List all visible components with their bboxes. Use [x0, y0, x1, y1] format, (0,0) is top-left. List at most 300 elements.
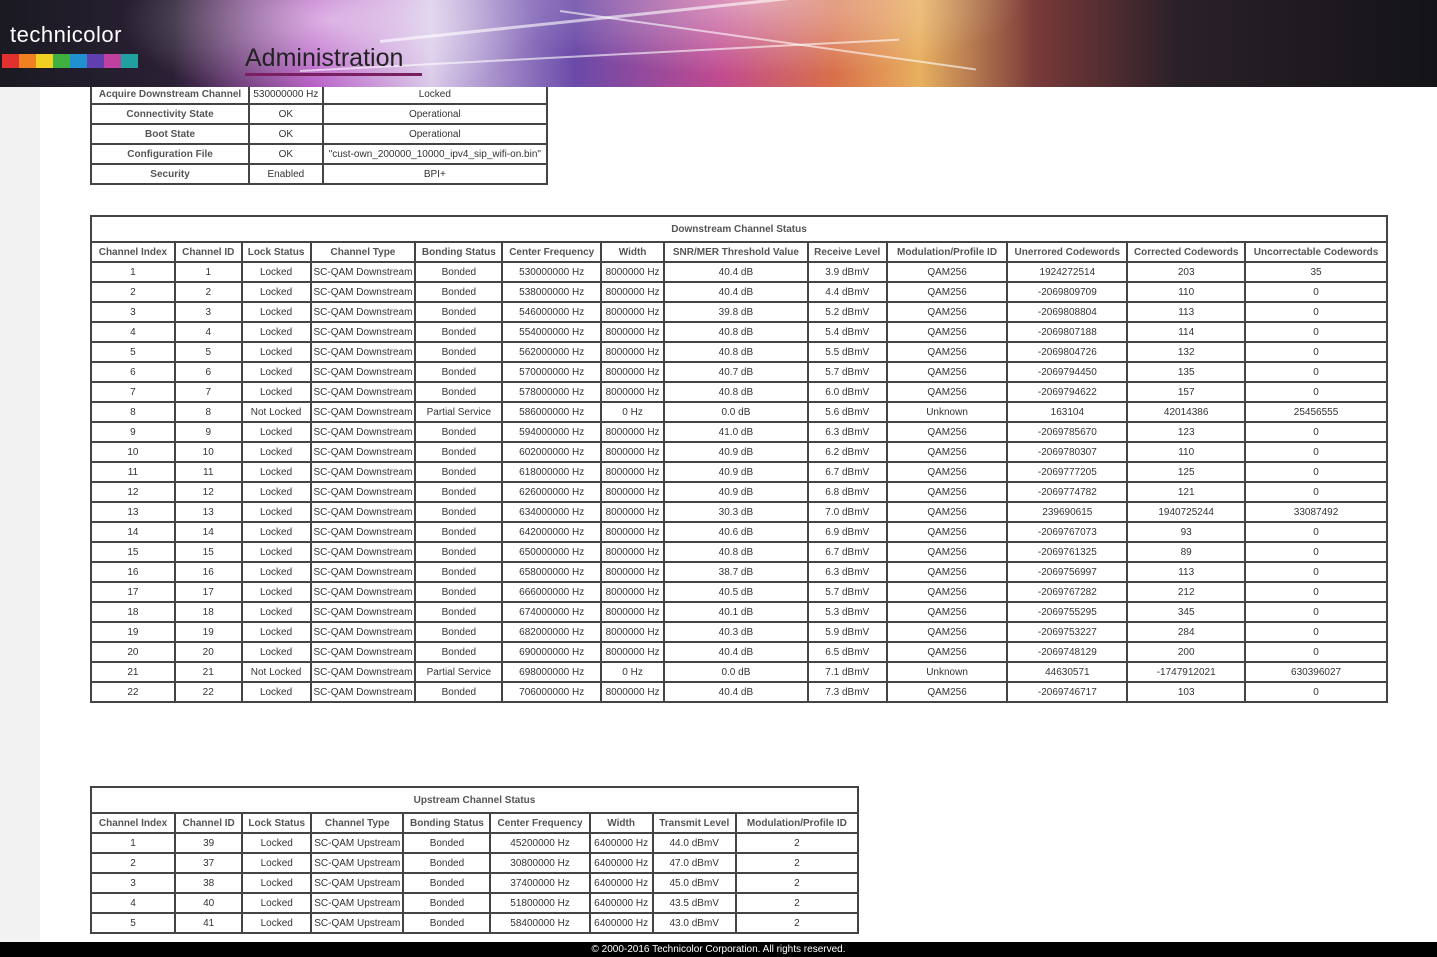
table-cell: Locked — [242, 522, 311, 542]
table-cell: 0.0 dB — [664, 402, 808, 422]
table-cell: 157 — [1127, 382, 1245, 402]
table-cell: 546000000 Hz — [502, 302, 601, 322]
table-cell: 2 — [736, 833, 858, 853]
table-cell: SC-QAM Downstream — [311, 382, 416, 402]
status-label: Acquire Downstream Channel — [91, 84, 249, 104]
table-cell: 2 — [736, 873, 858, 893]
table-row — [91, 282, 1387, 302]
table-cell: 12 — [91, 482, 175, 502]
table-cell: 40.8 dB — [664, 342, 808, 362]
table-cell: -2069746717 — [1007, 682, 1127, 702]
table-cell: SC-QAM Upstream — [311, 913, 403, 933]
table-cell: SC-QAM Downstream — [311, 342, 416, 362]
table-cell: 1940725244 — [1127, 502, 1245, 522]
table-cell: 19 — [91, 622, 175, 642]
table-cell: 43.0 dBmV — [653, 913, 736, 933]
table-cell: 123 — [1127, 422, 1245, 442]
table-cell: SC-QAM Upstream — [311, 893, 403, 913]
table-cell: 1 — [91, 833, 175, 853]
table-cell: Bonded — [403, 873, 490, 893]
table-cell: 8 — [91, 402, 175, 422]
column-header: Channel Type — [311, 813, 403, 833]
table-cell: 554000000 Hz — [502, 322, 601, 342]
table-cell: 0 — [1245, 462, 1387, 482]
column-header: SNR/MER Threshold Value — [664, 242, 808, 262]
table-cell: SC-QAM Downstream — [311, 482, 416, 502]
logo-color-segment — [104, 54, 121, 68]
table-cell: 3 — [91, 873, 175, 893]
table-cell: 30800000 Hz — [490, 853, 589, 873]
table-row — [91, 342, 1387, 362]
technicolor-logo: technicolor — [10, 22, 122, 47]
table-cell: 40.8 dB — [664, 382, 808, 402]
table-cell: 45200000 Hz — [490, 833, 589, 853]
table-cell: 5 — [91, 342, 175, 362]
table-row — [91, 542, 1387, 562]
table-cell: 8000000 Hz — [601, 282, 664, 302]
table-cell: 17 — [91, 582, 175, 602]
table-cell: 6.7 dBmV — [808, 542, 887, 562]
table-cell: 3.9 dBmV — [808, 262, 887, 282]
table-cell: 8000000 Hz — [601, 582, 664, 602]
table-row — [91, 522, 1387, 542]
table-cell: 20 — [91, 642, 175, 662]
table-cell: 6400000 Hz — [590, 873, 653, 893]
status-value: Enabled — [249, 164, 323, 184]
table-cell: 0 Hz — [601, 662, 664, 682]
logo-color-segment — [70, 54, 87, 68]
table-cell: 674000000 Hz — [502, 602, 601, 622]
table-cell: QAM256 — [887, 682, 1008, 702]
table-cell: 345 — [1127, 602, 1245, 622]
table-cell: Not Locked — [242, 662, 311, 682]
table-cell: SC-QAM Downstream — [311, 602, 416, 622]
table-cell: 618000000 Hz — [502, 462, 601, 482]
table-cell: 0 — [1245, 342, 1387, 362]
table-row — [91, 893, 858, 913]
table-cell: 0 — [1245, 482, 1387, 502]
table-cell: 25456555 — [1245, 402, 1387, 422]
table-cell: 13 — [91, 502, 175, 522]
table-cell: Bonded — [415, 382, 502, 402]
table-cell: 6.9 dBmV — [808, 522, 887, 542]
table-cell: 40.3 dB — [664, 622, 808, 642]
table-cell: 6.3 dBmV — [808, 562, 887, 582]
table-cell: 8000000 Hz — [601, 342, 664, 362]
table-row — [91, 462, 1387, 482]
status-comment: Locked — [323, 84, 547, 104]
table-cell: 682000000 Hz — [502, 622, 601, 642]
table-cell: 113 — [1127, 302, 1245, 322]
table-cell: 7.3 dBmV — [808, 682, 887, 702]
table-cell: 10 — [175, 442, 242, 462]
table-cell: SC-QAM Upstream — [311, 873, 403, 893]
table-cell: 3 — [175, 302, 242, 322]
table-row — [91, 322, 1387, 342]
table-cell: QAM256 — [887, 562, 1008, 582]
table-cell: 40.5 dB — [664, 582, 808, 602]
table-cell: 37400000 Hz — [490, 873, 589, 893]
status-comment: "cust-own_200000_10000_ipv4_sip_wifi-on.bin" — [323, 144, 547, 164]
table-cell: Locked — [242, 542, 311, 562]
table-cell: QAM256 — [887, 602, 1008, 622]
column-header: Transmit Level — [653, 813, 736, 833]
table-cell: 0 — [1245, 422, 1387, 442]
table-cell: 12 — [175, 482, 242, 502]
table-cell: -2069807188 — [1007, 322, 1127, 342]
table-cell: -1747912021 — [1127, 662, 1245, 682]
status-row — [91, 164, 547, 184]
table-row — [91, 442, 1387, 462]
logo-color-segment — [87, 54, 104, 68]
table-cell: 39 — [175, 833, 242, 853]
logo-color-segment — [121, 54, 138, 68]
table-cell: 38.7 dB — [664, 562, 808, 582]
downstream-title: Downstream Channel Status — [91, 216, 1387, 242]
table-cell: 114 — [1127, 322, 1245, 342]
table-cell: Locked — [242, 422, 311, 442]
column-header: Modulation/Profile ID — [736, 813, 858, 833]
table-cell: 0 — [1245, 562, 1387, 582]
table-cell: QAM256 — [887, 462, 1008, 482]
table-cell: 5.9 dBmV — [808, 622, 887, 642]
table-cell: Locked — [242, 382, 311, 402]
title-underline — [245, 73, 422, 76]
table-cell: -2069767073 — [1007, 522, 1127, 542]
table-cell: 0.0 dB — [664, 662, 808, 682]
logo-color-segment — [2, 54, 19, 68]
table-cell: 40.6 dB — [664, 522, 808, 542]
table-cell: 33087492 — [1245, 502, 1387, 522]
table-cell: 5.7 dBmV — [808, 582, 887, 602]
table-cell: 0 — [1245, 302, 1387, 322]
status-comment: Operational — [323, 104, 547, 124]
table-cell: 2 — [736, 893, 858, 913]
table-row — [91, 362, 1387, 382]
table-cell: Locked — [242, 582, 311, 602]
table-cell: 0 — [1245, 322, 1387, 342]
table-cell: -2069809709 — [1007, 282, 1127, 302]
logo-color-bar — [2, 54, 138, 68]
table-cell: 8000000 Hz — [601, 602, 664, 622]
table-cell: 0 — [1245, 442, 1387, 462]
table-cell: 7 — [91, 382, 175, 402]
table-cell: SC-QAM Downstream — [311, 422, 416, 442]
table-cell: 7.1 dBmV — [808, 662, 887, 682]
table-cell: 22 — [91, 682, 175, 702]
table-cell: 634000000 Hz — [502, 502, 601, 522]
table-cell: QAM256 — [887, 282, 1008, 302]
table-cell: 5.2 dBmV — [808, 302, 887, 322]
table-cell: -2069808804 — [1007, 302, 1127, 322]
table-cell: QAM256 — [887, 442, 1008, 462]
table-cell: 5.6 dBmV — [808, 402, 887, 422]
table-cell: 40.8 dB — [664, 542, 808, 562]
table-cell: 8000000 Hz — [601, 362, 664, 382]
table-cell: 239690615 — [1007, 502, 1127, 522]
table-cell: QAM256 — [887, 542, 1008, 562]
status-comment: Operational — [323, 124, 547, 144]
table-cell: 8 — [175, 402, 242, 422]
table-cell: 0 — [1245, 602, 1387, 622]
table-cell: Locked — [242, 342, 311, 362]
table-cell: -2069780307 — [1007, 442, 1127, 462]
table-cell: 40.4 dB — [664, 282, 808, 302]
table-cell: SC-QAM Downstream — [311, 582, 416, 602]
table-cell: 22 — [175, 682, 242, 702]
table-cell: 47.0 dBmV — [653, 853, 736, 873]
table-cell: 9 — [91, 422, 175, 442]
table-cell: 2 — [91, 853, 175, 873]
column-header: Bonding Status — [415, 242, 502, 262]
table-cell: 8000000 Hz — [601, 642, 664, 662]
table-cell: 40.9 dB — [664, 482, 808, 502]
table-cell: 21 — [91, 662, 175, 682]
footer — [0, 942, 1437, 957]
table-cell: SC-QAM Downstream — [311, 682, 416, 702]
status-value: OK — [249, 104, 323, 124]
table-cell: 93 — [1127, 522, 1245, 542]
status-row — [91, 84, 547, 104]
table-cell: -2069804726 — [1007, 342, 1127, 362]
table-cell: Bonded — [415, 502, 502, 522]
table-cell: Locked — [242, 362, 311, 382]
table-cell: 0 — [1245, 582, 1387, 602]
table-row — [91, 682, 1387, 702]
table-cell: Bonded — [403, 913, 490, 933]
table-cell: 11 — [175, 462, 242, 482]
table-cell: 4.4 dBmV — [808, 282, 887, 302]
table-cell: 594000000 Hz — [502, 422, 601, 442]
table-cell: 570000000 Hz — [502, 362, 601, 382]
table-cell: Locked — [242, 622, 311, 642]
header-banner — [0, 0, 1437, 87]
table-cell: -2069753227 — [1007, 622, 1127, 642]
table-cell: 40.9 dB — [664, 462, 808, 482]
table-cell: 163104 — [1007, 402, 1127, 422]
table-cell: 4 — [91, 893, 175, 913]
table-cell: 578000000 Hz — [502, 382, 601, 402]
table-row — [91, 642, 1387, 662]
table-cell: Bonded — [415, 682, 502, 702]
table-cell: 121 — [1127, 482, 1245, 502]
column-header: Channel ID — [175, 242, 242, 262]
table-cell: QAM256 — [887, 302, 1008, 322]
table-cell: SC-QAM Downstream — [311, 362, 416, 382]
table-cell: 562000000 Hz — [502, 342, 601, 362]
table-cell: 18 — [175, 602, 242, 622]
table-cell: QAM256 — [887, 362, 1008, 382]
table-cell: 39.8 dB — [664, 302, 808, 322]
page-title: Administration — [245, 44, 404, 72]
table-cell: -2069794450 — [1007, 362, 1127, 382]
table-cell: QAM256 — [887, 522, 1008, 542]
logo-color-segment — [36, 54, 53, 68]
status-value: OK — [249, 144, 323, 164]
table-cell: 0 Hz — [601, 402, 664, 422]
table-row — [91, 562, 1387, 582]
table-cell: Bonded — [415, 542, 502, 562]
table-cell: 9 — [175, 422, 242, 442]
table-cell: Locked — [242, 502, 311, 522]
table-cell: 6.2 dBmV — [808, 442, 887, 462]
table-cell: Bonded — [415, 622, 502, 642]
table-cell: 0 — [1245, 542, 1387, 562]
table-cell: 284 — [1127, 622, 1245, 642]
table-cell: SC-QAM Downstream — [311, 302, 416, 322]
table-cell: 1924272514 — [1007, 262, 1127, 282]
table-cell: Bonded — [415, 482, 502, 502]
table-row — [91, 873, 858, 893]
table-cell: 8000000 Hz — [601, 482, 664, 502]
table-cell: Bonded — [415, 522, 502, 542]
table-cell: 8000000 Hz — [601, 462, 664, 482]
status-value: 530000000 Hz — [249, 84, 323, 104]
table-cell: Locked — [242, 302, 311, 322]
table-cell: SC-QAM Downstream — [311, 282, 416, 302]
table-row — [91, 602, 1387, 622]
table-cell: Bonded — [415, 442, 502, 462]
table-cell: 8000000 Hz — [601, 262, 664, 282]
status-label: Connectivity State — [91, 104, 249, 124]
table-cell: Locked — [242, 873, 311, 893]
table-cell: 586000000 Hz — [502, 402, 601, 422]
table-cell: 0 — [1245, 642, 1387, 662]
column-header: Corrected Codewords — [1127, 242, 1245, 262]
table-cell: Locked — [242, 562, 311, 582]
table-cell: Locked — [242, 913, 311, 933]
table-cell: 5.7 dBmV — [808, 362, 887, 382]
table-cell: 0 — [1245, 522, 1387, 542]
table-cell: Bonded — [415, 582, 502, 602]
status-row — [91, 124, 547, 144]
status-row — [91, 104, 547, 124]
status-comment: BPI+ — [323, 164, 547, 184]
table-cell: QAM256 — [887, 422, 1008, 442]
table-cell: 6.3 dBmV — [808, 422, 887, 442]
table-cell: 40 — [175, 893, 242, 913]
table-cell: SC-QAM Downstream — [311, 662, 416, 682]
table-cell: -2069755295 — [1007, 602, 1127, 622]
table-cell: 14 — [175, 522, 242, 542]
table-cell: 11 — [91, 462, 175, 482]
table-cell: Partial Service — [415, 662, 502, 682]
table-row — [91, 302, 1387, 322]
table-cell: -2069794622 — [1007, 382, 1127, 402]
table-cell: 666000000 Hz — [502, 582, 601, 602]
table-cell: 44630571 — [1007, 662, 1127, 682]
table-cell: 40.1 dB — [664, 602, 808, 622]
table-cell: 1 — [91, 262, 175, 282]
table-cell: 125 — [1127, 462, 1245, 482]
table-cell: 0 — [1245, 382, 1387, 402]
column-header: Channel Index — [91, 242, 175, 262]
table-cell: QAM256 — [887, 322, 1008, 342]
table-row — [91, 262, 1387, 282]
logo-color-segment — [53, 54, 70, 68]
table-cell: 14 — [91, 522, 175, 542]
table-cell: SC-QAM Downstream — [311, 462, 416, 482]
table-cell: 2 — [175, 282, 242, 302]
table-cell: 132 — [1127, 342, 1245, 362]
table-cell: QAM256 — [887, 502, 1008, 522]
table-cell: Bonded — [415, 342, 502, 362]
table-cell: 30.3 dB — [664, 502, 808, 522]
table-cell: Unknown — [887, 402, 1008, 422]
column-header: Width — [601, 242, 664, 262]
table-cell: 113 — [1127, 562, 1245, 582]
table-cell: Locked — [242, 282, 311, 302]
table-cell: Bonded — [415, 282, 502, 302]
table-cell: 650000000 Hz — [502, 542, 601, 562]
table-cell: 698000000 Hz — [502, 662, 601, 682]
table-cell: 44.0 dBmV — [653, 833, 736, 853]
table-cell: Bonded — [415, 422, 502, 442]
table-cell: 8000000 Hz — [601, 562, 664, 582]
table-cell: Bonded — [415, 462, 502, 482]
table-cell: 2 — [91, 282, 175, 302]
table-cell: 15 — [175, 542, 242, 562]
table-cell: Unknown — [887, 662, 1008, 682]
table-cell: 6.8 dBmV — [808, 482, 887, 502]
table-cell: 13 — [175, 502, 242, 522]
table-cell: SC-QAM Downstream — [311, 502, 416, 522]
table-cell: QAM256 — [887, 642, 1008, 662]
left-margin-strip — [0, 0, 40, 957]
table-cell: 8000000 Hz — [601, 502, 664, 522]
table-cell: 5 — [91, 913, 175, 933]
table-cell: QAM256 — [887, 382, 1008, 402]
column-header: Center Frequency — [490, 813, 589, 833]
column-header: Modulation/Profile ID — [887, 242, 1008, 262]
table-cell: QAM256 — [887, 262, 1008, 282]
table-cell: 602000000 Hz — [502, 442, 601, 462]
table-cell: 41 — [175, 913, 242, 933]
table-cell: QAM256 — [887, 342, 1008, 362]
table-cell: Locked — [242, 462, 311, 482]
column-header: Channel ID — [175, 813, 242, 833]
table-cell: 110 — [1127, 282, 1245, 302]
table-cell: -2069774782 — [1007, 482, 1127, 502]
table-cell: 0 — [1245, 622, 1387, 642]
startup-status-table — [90, 83, 548, 185]
table-cell: SC-QAM Downstream — [311, 622, 416, 642]
column-header: Bonding Status — [403, 813, 490, 833]
table-cell: 135 — [1127, 362, 1245, 382]
table-cell: Bonded — [415, 562, 502, 582]
table-cell: 51800000 Hz — [490, 893, 589, 913]
table-cell: 5.4 dBmV — [808, 322, 887, 342]
table-cell: 200 — [1127, 642, 1245, 662]
table-cell: Locked — [242, 262, 311, 282]
table-cell: 203 — [1127, 262, 1245, 282]
table-cell: Locked — [242, 853, 311, 873]
table-cell: 103 — [1127, 682, 1245, 702]
table-row — [91, 382, 1387, 402]
column-header: Receive Level — [808, 242, 887, 262]
table-cell: SC-QAM Upstream — [311, 833, 403, 853]
table-cell: Bonded — [415, 642, 502, 662]
table-row — [91, 582, 1387, 602]
table-cell: 37 — [175, 853, 242, 873]
status-label: Boot State — [91, 124, 249, 144]
table-cell: 16 — [91, 562, 175, 582]
table-cell: 8000000 Hz — [601, 382, 664, 402]
table-cell: 20 — [175, 642, 242, 662]
table-cell: 630396027 — [1245, 662, 1387, 682]
table-cell: Not Locked — [242, 402, 311, 422]
table-row — [91, 402, 1387, 422]
